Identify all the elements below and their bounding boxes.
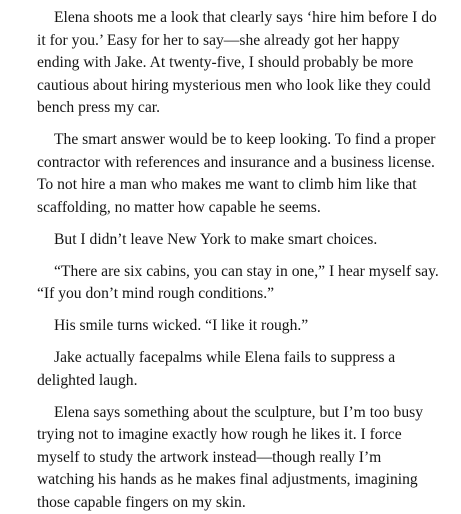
paragraph-5: His smile turns wicked. “I like it rough.” — [37, 315, 439, 338]
paragraph-1: Elena shoots me a look that clearly says ‘hire him before I do it for you.’ Easy for her to say—she already got her happy ending with Jake. At twenty-five, I should probably be more cautious about hiring mysterious men who look like they could bench press my car. — [37, 7, 439, 120]
paragraph-6: Jake actually facepalms while Elena fails to suppress a delighted laugh. — [37, 347, 439, 392]
paragraph-3: But I didn’t leave New York to make smart choices. — [37, 229, 439, 252]
paragraph-2: The smart answer would be to keep looking. To find a proper contractor with references and insurance and a business license. To not hire a man who makes me want to climb him like that scaffolding, no matter how capable he seems. — [37, 129, 439, 219]
paragraph-4: “There are six cabins, you can stay in one,” I hear myself say. “If you don’t mind rough conditions.” — [37, 261, 439, 306]
paragraph-7: Elena says something about the sculpture, but I’m too busy trying not to imagine exactly how rough he likes it. I force myself to study the artwork instead—though really I’m watching his hands as he makes final adjustments, imagining those capable fingers on my skin. — [37, 402, 439, 514]
